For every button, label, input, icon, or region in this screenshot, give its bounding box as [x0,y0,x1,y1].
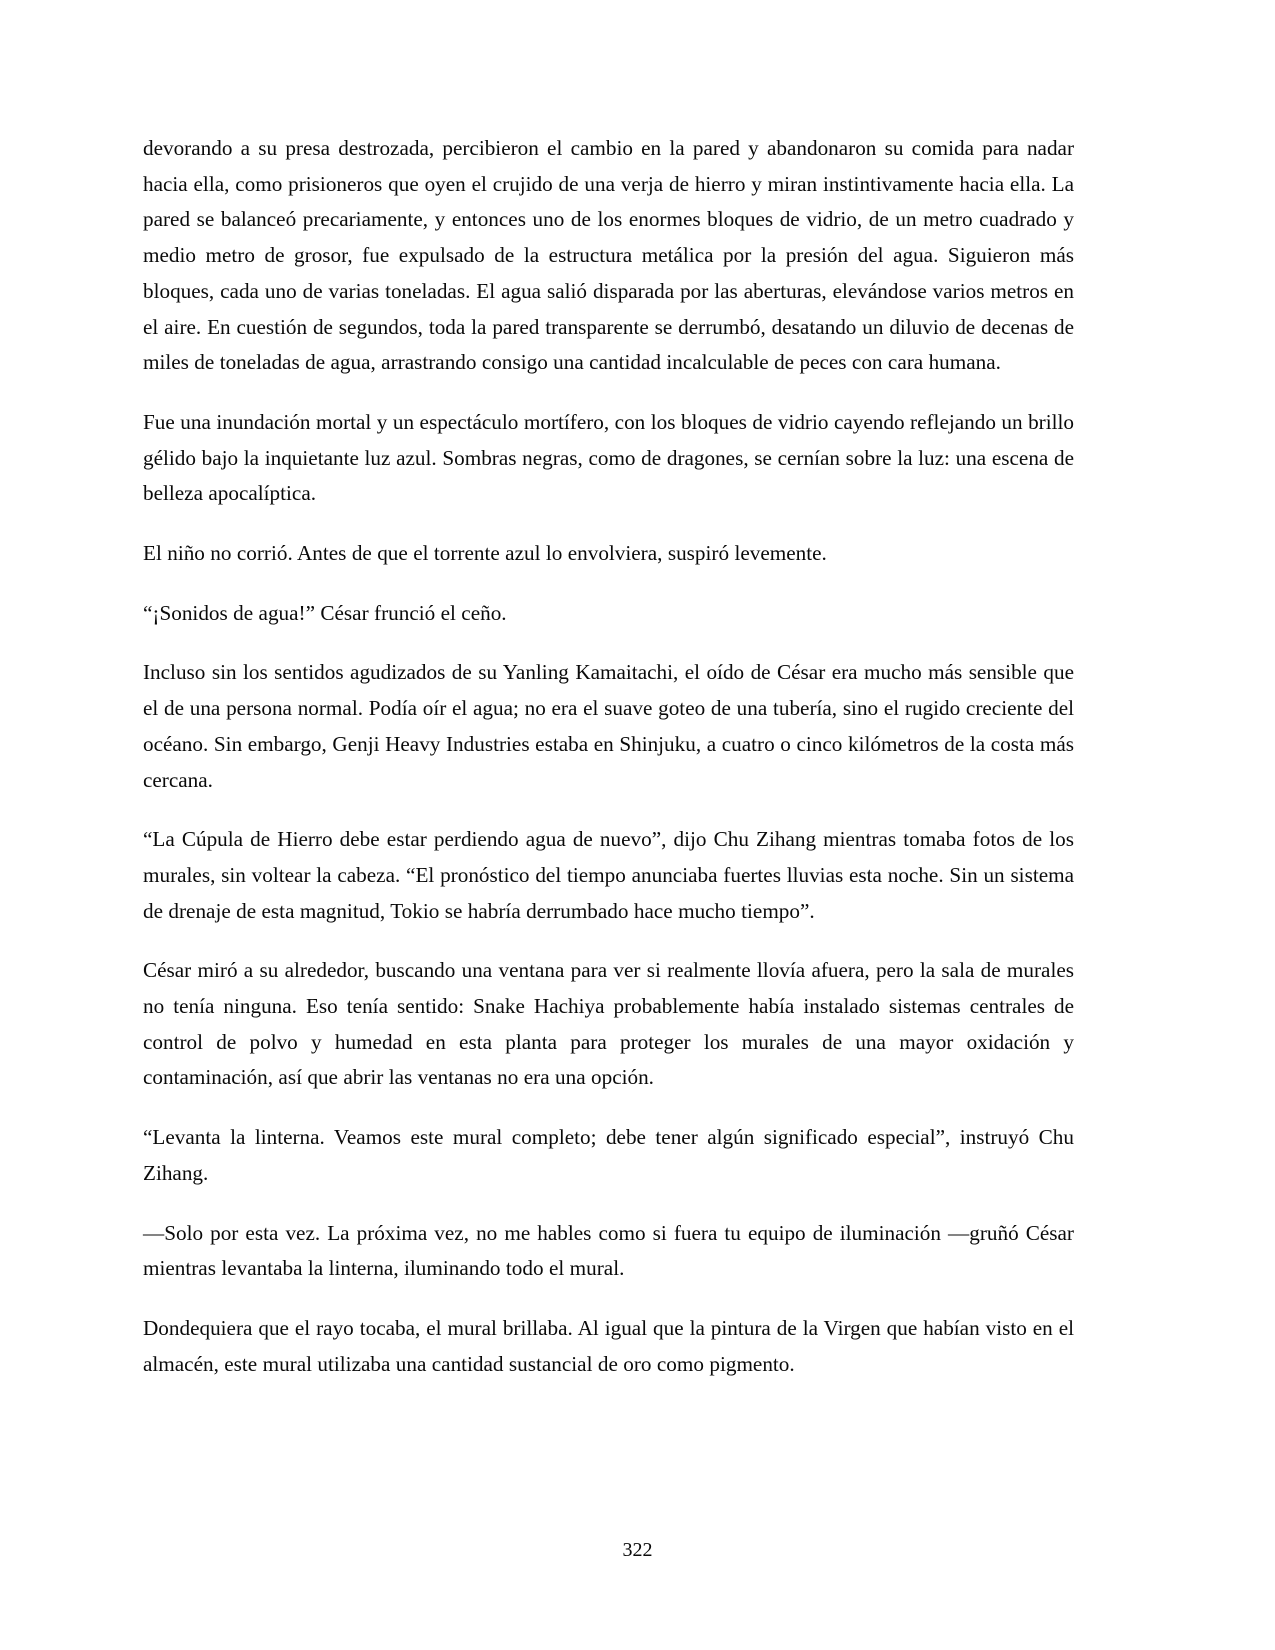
paragraph-7: César miró a su alrededor, buscando una ventana para ver si realmente llovía afuera, pero la sala de murales no tenía ninguna. Eso tenía sentido: Snake Hachiya probablemente había instalado sistemas centrales de control de polvo y humedad en esta planta para proteger los murales de una mayor oxidación y contaminación, así que abrir las ventanas no era una opción. [143,958,1074,1090]
page-number: 322 [622,1539,653,1561]
paragraph-4: “¡Sonidos de agua!” César frunció el ceño. [143,600,507,625]
paragraph-8: “Levanta la linterna. Veamos este mural completo; debe tener algún significado especial”, instruyó Chu Zihang. [143,1125,1074,1185]
paragraph-1: devorando a su presa destrozada, percibieron el cambio en la pared y abandonaron su comida para nadar hacia ella, como prisioneros que oyen el crujido de una verja de hierro y miran instintivamente hacia ella. La pared se balanceó precariamente, y entonces uno de los enormes bloques de vidrio, de un metro cuadrado y medio metro de grosor, fue expulsado de la estructura metálica por la presión del agua. Siguieron más bloques, cada uno de varias toneladas. El agua salió disparada por las aberturas, elevándose varios metros en el aire. En cuestión de segundos, toda la pared transparente se derrumbó, desatando un diluvio de decenas de miles de toneladas de agua, arrastrando consigo una cantidad incalculable de peces con cara humana. [143,136,1074,375]
paragraph-10: Dondequiera que el rayo tocaba, el mural brillaba. Al igual que la pintura de la Virgen que habían visto en el almacén, este mural utilizaba una cantidad sustancial de oro como pigmento. [143,1315,1074,1376]
paragraph-3: El niño no corrió. Antes de que el torrente azul lo envolviera, suspiró levemente. [143,541,827,566]
paragraph-9: —Solo por esta vez. La próxima vez, no me hables como si fuera tu equipo de iluminación —gruñó César mientras levantaba la linterna, iluminando todo el mural. [143,1220,1074,1281]
body-text-column [143,131,1074,1382]
paragraph-5: Incluso sin los sentidos agudizados de su Yanling Kamaitachi, el oído de César era mucho más sensible que el de una persona normal. Podía oír el agua; no era el suave goteo de una tubería, sino el rugido creciente del océano. Sin embargo, Genji Heavy Industries estaba en Shinjuku, a cuatro o cinco kilómetros de la costa más cercana. [143,660,1074,792]
paragraph-6: “La Cúpula de Hierro debe estar perdiendo agua de nuevo”, dijo Chu Zihang mientras tomaba fotos de los murales, sin voltear la cabeza. “El pronóstico del tiempo anunciaba fuertes lluvias esta noche. Sin un sistema de drenaje de esta magnitud, Tokio se habría derrumbado hace mucho tiempo”. [143,827,1074,923]
paragraph-2: Fue una inundación mortal y un espectáculo mortífero, con los bloques de vidrio cayendo reflejando un brillo gélido bajo la inquietante luz azul. Sombras negras, como de dragones, se cernían sobre la luz: una escena de belleza apocalíptica. [143,409,1074,506]
